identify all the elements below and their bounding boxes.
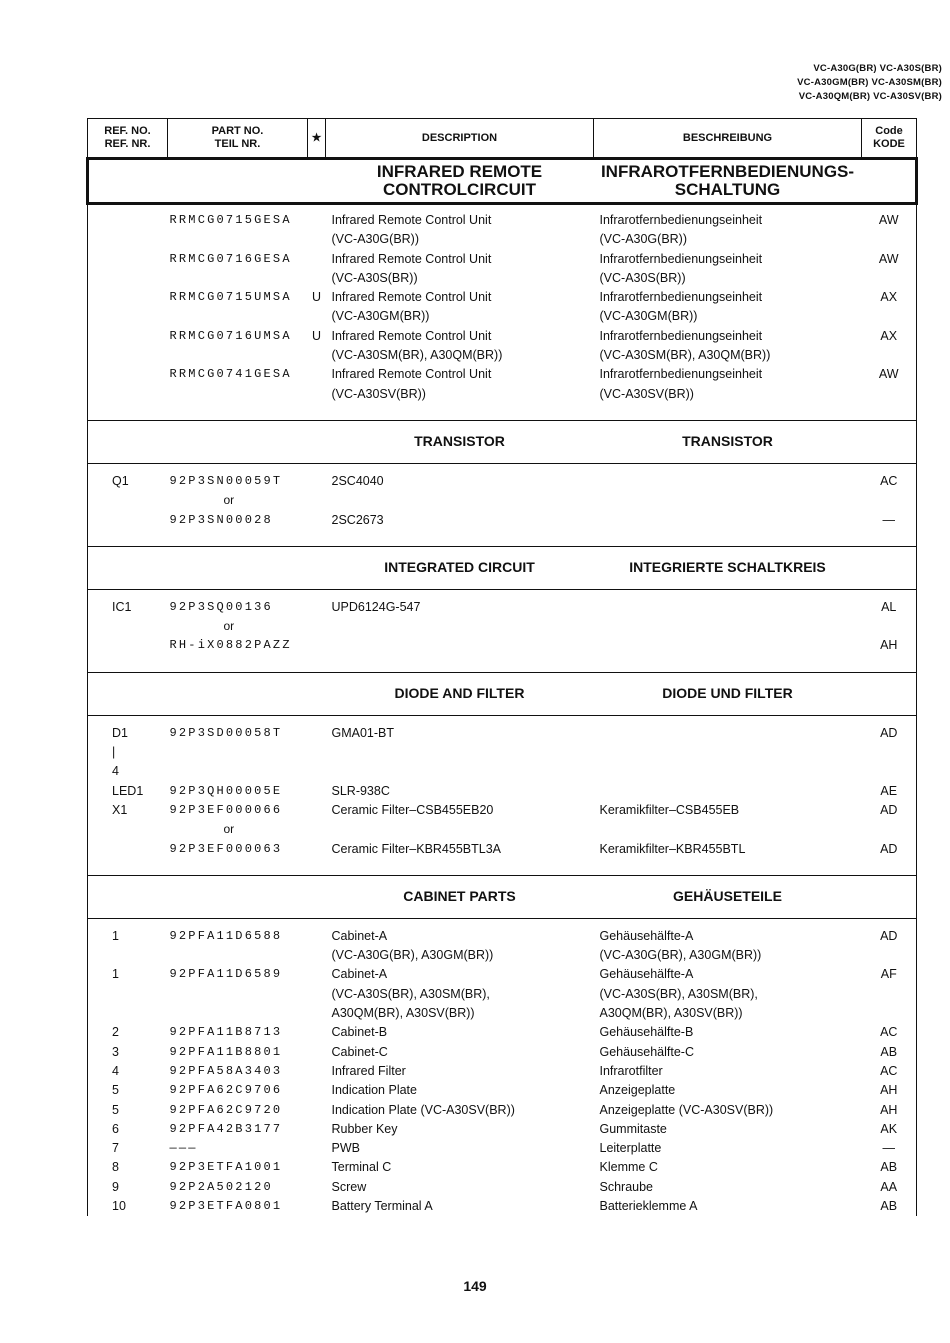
- part-no: 92P3ETFA1001: [169, 1160, 283, 1175]
- table-row: [88, 269, 917, 288]
- star-mark: [308, 1139, 326, 1158]
- star-mark: [308, 965, 326, 984]
- code: [862, 269, 917, 288]
- ref-no: 10: [112, 1198, 126, 1213]
- description: (VC-A30S(BR)): [331, 270, 418, 285]
- code: AC: [880, 473, 898, 488]
- description: [326, 636, 594, 655]
- table-row: [88, 1178, 917, 1197]
- part-no: [168, 1004, 308, 1023]
- beschreibung: (VC-A30GM(BR)): [599, 309, 698, 324]
- part-no: RRMCG0741GESA: [169, 367, 292, 382]
- section-title-en: TRANSISTOR: [326, 420, 594, 463]
- table-row: [88, 946, 917, 965]
- page-number: 149: [463, 1278, 487, 1294]
- table-row: [88, 1062, 917, 1081]
- table-row: [88, 743, 917, 762]
- description: GMA01-BT: [331, 725, 395, 740]
- beschreibung: Infrarotfernbedienungseinheit: [599, 213, 763, 227]
- ref-no: D1: [112, 725, 128, 740]
- beschreibung-header: BESCHREIBUNG: [594, 119, 862, 159]
- table-row: [88, 230, 917, 249]
- ref-no: [88, 211, 168, 230]
- table-row: [88, 1158, 917, 1177]
- beschreibung: Gehäusehälfte-A: [599, 928, 694, 943]
- beschreibung: Gehäusehälfte-C: [599, 1044, 695, 1059]
- description: (VC-A30G(BR)): [331, 232, 420, 247]
- table-row: [88, 762, 917, 781]
- table-row: [88, 288, 917, 307]
- table-row: [88, 985, 917, 1004]
- beschreibung: [594, 598, 862, 617]
- part-no: 92PFA11B8713: [169, 1025, 283, 1040]
- parts-body: [88, 159, 917, 1217]
- beschreibung: [594, 724, 862, 743]
- ref-no: [88, 1004, 168, 1023]
- part-no: or: [223, 822, 235, 837]
- description: Battery Terminal A: [331, 1198, 433, 1213]
- ref-no: [88, 250, 168, 269]
- ref-no: [88, 288, 168, 307]
- beschreibung: Keramikfilter–CSB455EB: [599, 802, 740, 817]
- part-no: RRMCG0716UMSA: [169, 328, 292, 343]
- star-mark: [308, 511, 326, 530]
- beschreibung: Gehäusehälfte-A: [599, 967, 694, 982]
- description: Cabinet-A: [331, 967, 388, 982]
- code: AD: [880, 725, 898, 740]
- ref-no: [88, 327, 168, 346]
- star-mark: [308, 1081, 326, 1100]
- ref-no: [88, 230, 168, 249]
- code-header: Code KODE: [862, 119, 917, 159]
- code: [862, 346, 917, 365]
- model-line: VC-A30GM(BR) VC-A30SM(BR): [797, 77, 942, 88]
- model-line: VC-A30QM(BR) VC-A30SV(BR): [798, 91, 942, 102]
- parts-table: [86, 118, 918, 1216]
- ref-no: [88, 946, 168, 965]
- table-row: [88, 1101, 917, 1120]
- ref-no: 7: [112, 1141, 119, 1156]
- section-infrared: [88, 159, 917, 204]
- beschreibung: [594, 762, 862, 781]
- code: [862, 820, 917, 839]
- beschreibung: (VC-A30G(BR)): [599, 232, 688, 247]
- beschreibung: Anzeigeplatte: [599, 1083, 676, 1098]
- star-mark: [308, 840, 326, 859]
- beschreibung: Keramikfilter–KBR455BTL: [599, 841, 746, 856]
- code: [862, 617, 917, 636]
- table-row: [88, 385, 917, 404]
- part-no: 92P3ETFA0801: [169, 1198, 283, 1213]
- model-line: VC-A30G(BR) VC-A30S(BR): [813, 63, 942, 74]
- beschreibung: (VC-A30S(BR), A30SM(BR),: [599, 986, 758, 1001]
- part-no: or: [223, 493, 235, 508]
- part-no: [168, 346, 308, 365]
- description: Cabinet-A: [331, 928, 388, 943]
- ref-no: [88, 617, 168, 636]
- code: AD: [880, 841, 898, 856]
- part-no: RRMCG0716GESA: [169, 251, 292, 266]
- table-row: [88, 965, 917, 984]
- table-row: [88, 511, 917, 530]
- ref-no: [88, 269, 168, 288]
- ref-no: LED1: [112, 783, 144, 798]
- star-mark: [308, 269, 326, 288]
- ref-no: [88, 820, 168, 839]
- ref-no: X1: [112, 802, 128, 817]
- table-row: [88, 820, 917, 839]
- star-mark: [308, 365, 326, 384]
- description: Infrared Remote Control Unit: [331, 328, 492, 343]
- section-title-de: INTEGRIERTE SCHALTKREIS: [594, 546, 862, 589]
- beschreibung: A30QM(BR), A30SV(BR)): [599, 1006, 743, 1021]
- table-row: [88, 491, 917, 510]
- table-row: [88, 211, 917, 230]
- code: AX: [880, 290, 898, 305]
- star-mark: [308, 1101, 326, 1120]
- table-row: [88, 1197, 917, 1216]
- section-title-de: INFRAROTFERNBEDIENUNGS- SCHALTUNG: [594, 159, 862, 204]
- beschreibung: Schraube: [599, 1179, 654, 1194]
- beschreibung: [594, 782, 862, 801]
- ref-no: Q1: [112, 473, 129, 488]
- ref-no: 1: [112, 967, 119, 982]
- table-row: [88, 346, 917, 365]
- part-no: RRMCG0715UMSA: [169, 290, 292, 305]
- part-no: 92P3SQ00136: [169, 599, 273, 614]
- description: 2SC4040: [331, 473, 384, 488]
- part-no: 92P3SD00058T: [169, 725, 283, 740]
- ref-header: REF. NO. REF. NR.: [88, 119, 168, 159]
- part-no: 92PFA11D6588: [169, 928, 283, 943]
- ref-no: 1: [112, 928, 119, 943]
- description: (VC-A30SV(BR)): [331, 386, 426, 401]
- part-no: [168, 985, 308, 1004]
- description: [326, 762, 594, 781]
- part-no: 92P3QH00005E: [169, 783, 283, 798]
- model-list: [797, 62, 942, 104]
- ref-no: [88, 346, 168, 365]
- part-no: RRMCG0715GESA: [169, 213, 292, 227]
- description: Rubber Key: [331, 1121, 398, 1136]
- code: AD: [880, 928, 898, 943]
- code: AW: [878, 251, 899, 266]
- star-mark: [308, 762, 326, 781]
- star-mark: [308, 1120, 326, 1139]
- code: [862, 985, 917, 1004]
- description: SLR-938C: [331, 783, 390, 798]
- description: Infrared Remote Control Unit: [331, 290, 492, 305]
- ref-no: IC1: [112, 599, 132, 614]
- code: —: [882, 1141, 895, 1156]
- description: Screw: [331, 1179, 367, 1194]
- code: AB: [880, 1044, 898, 1059]
- beschreibung: [594, 636, 862, 655]
- description-header: DESCRIPTION: [326, 119, 594, 159]
- section-title-de: GEHÄUSETEILE: [594, 875, 862, 918]
- description: A30QM(BR), A30SV(BR)): [331, 1006, 475, 1021]
- star-mark: [308, 1062, 326, 1081]
- star-mark: [308, 1043, 326, 1062]
- description: Infrared Remote Control Unit: [331, 213, 492, 227]
- part-no: 92PFA42B3177: [169, 1121, 283, 1136]
- code: AE: [880, 783, 898, 798]
- code: AC: [880, 1025, 898, 1040]
- star-mark: [308, 1158, 326, 1177]
- star-mark: [308, 250, 326, 269]
- beschreibung: (VC-A30SV(BR)): [599, 386, 694, 401]
- star-mark: [308, 472, 326, 491]
- part-no: [168, 385, 308, 404]
- beschreibung: Batterieklemme A: [599, 1198, 698, 1213]
- beschreibung: Leiterplatte: [599, 1141, 662, 1156]
- code: [862, 946, 917, 965]
- description: Ceramic Filter–CSB455EB20: [331, 802, 494, 817]
- section-title-de: DIODE UND FILTER: [594, 672, 862, 715]
- beschreibung: Infrarotfernbedienungseinheit: [599, 251, 763, 266]
- beschreibung: [594, 820, 862, 839]
- description: Infrared Remote Control Unit: [331, 251, 492, 266]
- ref-no: 8: [112, 1160, 119, 1175]
- code: [862, 762, 917, 781]
- star-mark: [308, 985, 326, 1004]
- description: (VC-A30G(BR), A30GM(BR)): [331, 948, 494, 963]
- code: —: [882, 512, 895, 527]
- table-row: [88, 617, 917, 636]
- table-row: [88, 598, 917, 617]
- section-title-en: INTEGRATED CIRCUIT: [326, 546, 594, 589]
- description: Infrared Remote Control Unit: [331, 367, 492, 382]
- code: AH: [880, 1083, 898, 1098]
- star-mark: [308, 636, 326, 655]
- beschreibung: Infrarotfernbedienungseinheit: [599, 290, 763, 305]
- beschreibung: Anzeigeplatte (VC-A30SV(BR)): [599, 1102, 774, 1117]
- code: AB: [880, 1160, 898, 1175]
- part-no: [168, 269, 308, 288]
- star-mark: [308, 491, 326, 510]
- ref-no: 4: [112, 764, 119, 779]
- star-mark: [308, 307, 326, 326]
- ref-no: 5: [112, 1083, 119, 1098]
- star-mark: [308, 1023, 326, 1042]
- part-no: 92PFA58A3403: [169, 1063, 283, 1078]
- code: AL: [881, 599, 897, 614]
- code: [862, 1004, 917, 1023]
- part-no: [168, 743, 308, 762]
- part-no: 92P3EF000066: [169, 802, 283, 817]
- table-row: [88, 1004, 917, 1023]
- star-mark: [308, 211, 326, 230]
- code: AH: [880, 1102, 898, 1117]
- ref-no: [88, 491, 168, 510]
- beschreibung: Infrarotfernbedienungseinheit: [599, 367, 763, 382]
- star-mark: [308, 782, 326, 801]
- table-row: [88, 927, 917, 946]
- table-row: [88, 636, 917, 655]
- part-no: 92P2A502120: [169, 1179, 273, 1194]
- star-header: ★: [308, 119, 326, 159]
- parts-list: [86, 118, 915, 1216]
- beschreibung: [594, 491, 862, 510]
- table-row: [88, 1043, 917, 1062]
- section-cabinet: [88, 875, 917, 918]
- part-no: or: [223, 619, 235, 634]
- table-row: [88, 1120, 917, 1139]
- table-row: [88, 250, 917, 269]
- ref-no: [88, 511, 168, 530]
- star-mark: [308, 385, 326, 404]
- star-mark: [308, 946, 326, 965]
- part-no: [168, 946, 308, 965]
- description: PWB: [331, 1141, 360, 1156]
- star-mark: [308, 801, 326, 820]
- code: AD: [880, 802, 898, 817]
- table-row: [88, 801, 917, 820]
- description: [326, 820, 594, 839]
- table-row: [88, 472, 917, 491]
- star-mark: [308, 617, 326, 636]
- star-mark: [308, 743, 326, 762]
- star-mark: [308, 724, 326, 743]
- description: (VC-A30GM(BR)): [331, 309, 430, 324]
- section-title-en: CABINET PARTS: [326, 875, 594, 918]
- part-no: RH-iX0882PAZZ: [169, 638, 292, 653]
- description: Cabinet-C: [331, 1044, 388, 1059]
- beschreibung: [594, 743, 862, 762]
- section-ic: [88, 546, 917, 589]
- beschreibung: Klemme C: [599, 1160, 658, 1175]
- description: [326, 617, 594, 636]
- code: AC: [880, 1063, 898, 1078]
- header-row: [88, 119, 917, 159]
- star-mark: [308, 927, 326, 946]
- table-row: [88, 1023, 917, 1042]
- part-no: [168, 307, 308, 326]
- ref-no: [88, 636, 168, 655]
- description: Terminal C: [331, 1160, 392, 1175]
- part-no: 92PFA11D6589: [169, 967, 283, 982]
- description: (VC-A30SM(BR), A30QM(BR)): [331, 348, 503, 363]
- table-row: [88, 365, 917, 384]
- part-no: [168, 230, 308, 249]
- beschreibung: [594, 472, 862, 491]
- ref-no: |: [112, 745, 116, 760]
- part-header: PART NO. TEIL NR.: [168, 119, 308, 159]
- section-diode: [88, 672, 917, 715]
- part-no: 92P3SN00028: [169, 512, 273, 527]
- code: [862, 743, 917, 762]
- part-no: ———: [169, 1141, 198, 1156]
- description: Indication Plate: [331, 1083, 417, 1098]
- ref-no: 6: [112, 1121, 119, 1136]
- ref-no: 4: [112, 1063, 119, 1078]
- section-title-en: INFRARED REMOTE CONTROLCIRCUIT: [326, 159, 594, 204]
- star-mark: [308, 820, 326, 839]
- code: AW: [878, 367, 899, 382]
- table-row: [88, 327, 917, 346]
- description: Indication Plate (VC-A30SV(BR)): [331, 1102, 515, 1117]
- part-no: 92P3SN00059T: [169, 473, 283, 488]
- ref-no: 3: [112, 1044, 119, 1059]
- star-mark: U: [311, 328, 322, 343]
- code: [862, 385, 917, 404]
- ref-no: 9: [112, 1179, 119, 1194]
- beschreibung: Infrarotfernbedienungseinheit: [599, 328, 763, 343]
- code: [862, 491, 917, 510]
- ref-no: [88, 365, 168, 384]
- beschreibung: Gummitaste: [599, 1121, 667, 1136]
- section-transistor: [88, 420, 917, 463]
- description: Cabinet-B: [331, 1025, 388, 1040]
- table-row: [88, 840, 917, 859]
- beschreibung: (VC-A30G(BR), A30GM(BR)): [599, 948, 762, 963]
- part-no: [168, 762, 308, 781]
- code: AF: [880, 967, 897, 982]
- code: AX: [880, 328, 898, 343]
- section-title-en: DIODE AND FILTER: [326, 672, 594, 715]
- beschreibung: Infrarotfilter: [599, 1063, 663, 1078]
- code: AB: [880, 1198, 898, 1213]
- ref-no: [88, 307, 168, 326]
- star-mark: [308, 1004, 326, 1023]
- ref-no: [88, 385, 168, 404]
- description: Infrared Filter: [331, 1063, 406, 1078]
- star-mark: [308, 598, 326, 617]
- star-mark: U: [311, 290, 322, 305]
- part-no: 92PFA11B8801: [169, 1044, 283, 1059]
- description: Ceramic Filter–KBR455BTL3A: [331, 841, 502, 856]
- code: AH: [880, 638, 898, 653]
- beschreibung: (VC-A30S(BR)): [599, 270, 686, 285]
- ref-no: [88, 985, 168, 1004]
- beschreibung: Gehäusehälfte-B: [599, 1025, 694, 1040]
- star-mark: [308, 1178, 326, 1197]
- table-row: [88, 724, 917, 743]
- description: [326, 491, 594, 510]
- table-row: [88, 1081, 917, 1100]
- part-no: 92PFA62C9720: [169, 1102, 283, 1117]
- code: AK: [880, 1121, 898, 1136]
- section-title-de: TRANSISTOR: [594, 420, 862, 463]
- code: [862, 230, 917, 249]
- table-row: [88, 1139, 917, 1158]
- star-mark: [308, 1197, 326, 1216]
- description: (VC-A30S(BR), A30SM(BR),: [331, 986, 490, 1001]
- star-mark: [308, 230, 326, 249]
- code: [862, 307, 917, 326]
- beschreibung: [594, 511, 862, 530]
- description: UPD6124G-547: [331, 599, 421, 614]
- part-no: 92P3EF000063: [169, 841, 283, 856]
- ref-no: [88, 840, 168, 859]
- code: AA: [880, 1179, 898, 1194]
- ref-no: 2: [112, 1025, 119, 1040]
- description: [326, 743, 594, 762]
- beschreibung: (VC-A30SM(BR), A30QM(BR)): [599, 348, 771, 363]
- table-row: [88, 782, 917, 801]
- beschreibung: [594, 617, 862, 636]
- table-row: [88, 307, 917, 326]
- ref-no: 5: [112, 1102, 119, 1117]
- code: AW: [878, 213, 899, 227]
- part-no: 92PFA62C9706: [169, 1083, 283, 1098]
- star-mark: [308, 346, 326, 365]
- description: 2SC2673: [331, 512, 384, 527]
